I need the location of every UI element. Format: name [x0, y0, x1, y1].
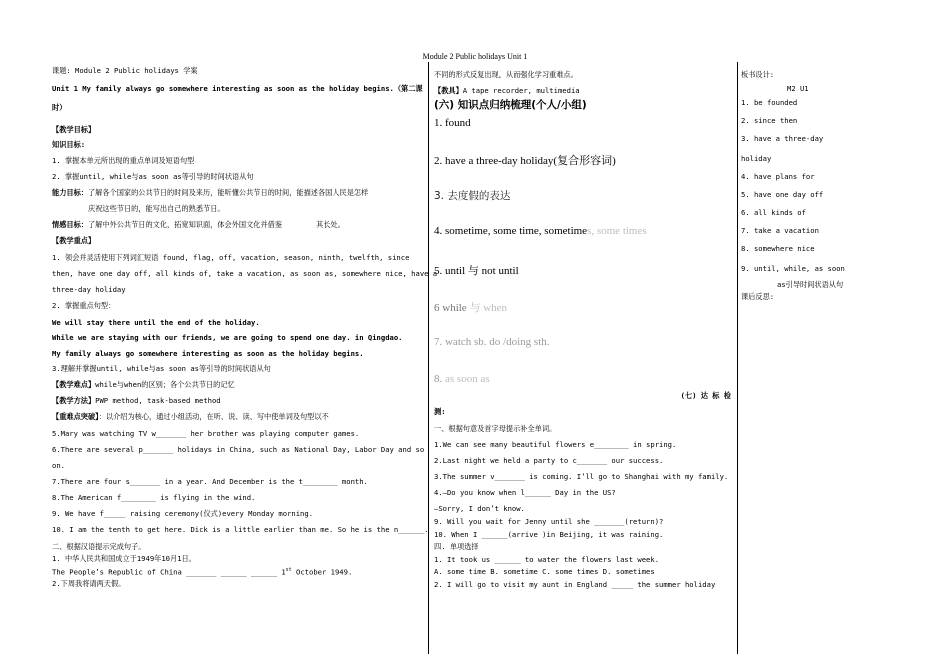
- text-line: 3.理解并掌握until, while与as soon as等引导的时间状语从句: [52, 364, 271, 373]
- right-column: [741, 62, 861, 672]
- board-item: 1. be founded: [741, 98, 798, 107]
- point-item: 3. 去度假的表达: [434, 190, 511, 202]
- method-label: 【教学方法】: [52, 396, 96, 405]
- text-line: 1. 领会并灵活使用下列词汇短语 found, flag, off, vacation, season, ninth, twelfth, since: [52, 253, 410, 262]
- knowledge-goal-label: 知识目标:: [52, 140, 86, 149]
- text-line: then, have one day off, all kinds of, take a vacation, as soon as, somewhere nice, have a: [52, 269, 438, 278]
- difficulty-label: 【教学难点】: [52, 380, 96, 389]
- teaching-aids-text: A tape recorder, multimedia: [462, 86, 580, 95]
- text-line: 2. 掌握until, while与as soon as等引导的时间状语从句: [52, 172, 254, 181]
- method: [52, 396, 221, 406]
- left-column: [52, 62, 438, 654]
- emotion-goal-end: 其长处。: [316, 220, 345, 229]
- ordinal-suffix: st: [285, 567, 292, 573]
- teaching-aids-label: 【教具】: [434, 86, 463, 95]
- section-heading: 【教学目标】: [52, 125, 96, 134]
- point-text: 6 while: [434, 302, 470, 314]
- exercise-line: on.: [52, 461, 65, 470]
- point-item: [434, 299, 507, 315]
- difficulty: [52, 380, 235, 390]
- emotion-goal-text: 了解中外公共节日的文化，拓宽知识面，体会外国文化并借鉴: [87, 220, 283, 229]
- reflection-label: 课后反思:: [741, 292, 775, 301]
- exercise-line: 9. Will you wait for Jenny until she _______(return)?: [434, 517, 664, 526]
- section-heading-cont: 测:: [434, 407, 446, 416]
- point-item: 1. found: [434, 117, 471, 129]
- exercise-line: 3.The summer v_______ is coming. I’ll go to Shanghai with my family.: [434, 472, 729, 481]
- emotion-goal-label: 情感目标：: [52, 220, 88, 229]
- unit-title: Unit 1 My family always go somewhere interesting as soon as the holiday begins.（第二课: [52, 84, 423, 93]
- ability-goal: [52, 188, 368, 198]
- board-item: 3. have a three-day: [741, 134, 824, 143]
- board-design-label: 板书设计:: [741, 70, 775, 79]
- page-title: Module 2 Public holidays Unit 1: [422, 52, 528, 61]
- board-item: holiday: [741, 154, 772, 163]
- point-item: 2. have a three-day holiday(复合形容词): [434, 155, 616, 167]
- board-item: 5. have one day off: [741, 190, 824, 199]
- emotion-goal: [52, 220, 345, 230]
- exercise-line: [52, 567, 352, 576]
- section-heading: 【教学重点】: [52, 236, 96, 245]
- exercise-text: The People’s Republic of China _______ ______ ______ 1: [52, 567, 286, 577]
- point-item: 5. until 与 not until: [434, 265, 519, 277]
- text-line: 1. 掌握本单元所出现的重点单词及短语句型: [52, 156, 195, 165]
- exercise-line: 2. I will go to visit my aunt in England _____ the summer holiday: [434, 580, 716, 589]
- difficulty-text: while与when的区别；各个公共节日的记忆: [95, 380, 235, 389]
- breakthrough: [52, 412, 329, 422]
- key-sentence: My family always go somewhere interesting as soon as the holiday begins.: [52, 349, 364, 358]
- exercise-line: 1. It took us ______ to water the flowers last week.: [434, 555, 660, 564]
- point-text-faded: s, some times: [587, 225, 647, 237]
- point-text: 4. sometime, some time, sometime: [434, 225, 588, 237]
- exercise-line: 10. I am the tenth to get here. Dick is a little earlier than me. So he is the n______.: [52, 525, 429, 534]
- point-item: 7. watch sb. do /doing sth.: [434, 336, 550, 348]
- method-text: PWP method, task-based method: [95, 396, 221, 405]
- board-item: 2. since then: [741, 116, 798, 125]
- exercise-line: 2.下周我将请两天假。: [52, 579, 126, 588]
- board-item: as引导时间状语从句: [777, 280, 844, 289]
- exercise-line: 7.There are four s_______ in a year. And December is the t________ month.: [52, 477, 368, 486]
- breakthrough-label: 【重难点突破】: [52, 412, 99, 421]
- board-item: 7. take a vacation: [741, 226, 819, 235]
- board-item: 4. have plans for: [741, 172, 815, 181]
- point-text-faded: as soon as: [445, 373, 490, 385]
- point-text: 8.: [434, 373, 445, 385]
- point-text-faded: 与 when: [469, 302, 508, 314]
- board-title: M2 U1: [787, 84, 809, 93]
- exercise-line: 1. 中华人民共和国成立于1949年10月1日。: [52, 554, 196, 563]
- text-line: 一、根据句意及首字母提示补全单词。: [434, 424, 557, 433]
- exercise-text: October 1949.: [291, 567, 353, 577]
- section-heading: (七) 达 标 检: [680, 391, 731, 400]
- teaching-aids: [434, 86, 580, 96]
- key-sentence: We will stay there until the end of the holiday.: [52, 318, 260, 327]
- exercise-line: 10. When I ______(arrive )in Beijing, it was raining.: [434, 530, 664, 539]
- point-item: [434, 225, 647, 237]
- exercise-line: 1.We can see many beautiful flowers e________ in spring.: [434, 440, 677, 449]
- lesson-title: 课题: Module 2 Public holidays 学案: [52, 66, 198, 75]
- text-line: three-day holiday: [52, 285, 126, 294]
- point-item: [434, 373, 490, 385]
- exercise-options: A. some time B. sometime C. some times D. sometimes: [434, 567, 655, 576]
- exercise-line: 6.There are several p_______ holidays in China, such as National Day, Labor Day and so: [52, 445, 425, 454]
- section-heading: (六) 知识点归纳梳理(个人/小组): [434, 99, 587, 111]
- breakthrough-text: ：以介绍为核心，通过小组活动，在听、说、读、写中使单词及句型以不: [98, 412, 329, 421]
- text-line: 2. 掌握重点句型：: [52, 301, 116, 310]
- exercise-line: 9. We have f_____ raising ceremony(仪式)every Monday morning.: [52, 509, 314, 518]
- section-heading: 四. 单项选择: [434, 542, 479, 551]
- ability-goal-label: 能力目标：: [52, 188, 88, 197]
- unit-title-cont: 时）: [52, 103, 67, 112]
- exercise-line: 8.The American f________ is flying in the wind.: [52, 493, 256, 502]
- board-item: 9. until, while, as soon: [741, 264, 845, 273]
- exercise-line: —Sorry, I don’t know.: [434, 504, 525, 513]
- text-line: 不同的形式反复出现，从而强化学习重难点。: [434, 70, 578, 79]
- key-sentence: While we are staying with our friends, we are going to spend one day. in Qingdao.: [52, 333, 403, 342]
- board-item: 6. all kinds of: [741, 208, 806, 217]
- section-heading: 二、根据汉语提示完成句子。: [52, 542, 146, 551]
- exercise-line: 4.—Do you know when l______ Day in the US?: [434, 488, 616, 497]
- text-line: 庆祝这些节日的，能写出自己的熟悉节日。: [88, 204, 225, 213]
- exercise-line: 5.Mary was watching TV w_______ her brother was playing computer games.: [52, 429, 360, 438]
- board-item: 8. somewhere nice: [741, 244, 815, 253]
- exercise-line: 2.Last night we held a party to c_______ our success.: [434, 456, 664, 465]
- middle-column: [434, 62, 738, 654]
- ability-goal-text: 了解各个国家的公共节日的时间及来历，能听懂公共节日的时间，能描述各国人民是怎样: [87, 188, 369, 197]
